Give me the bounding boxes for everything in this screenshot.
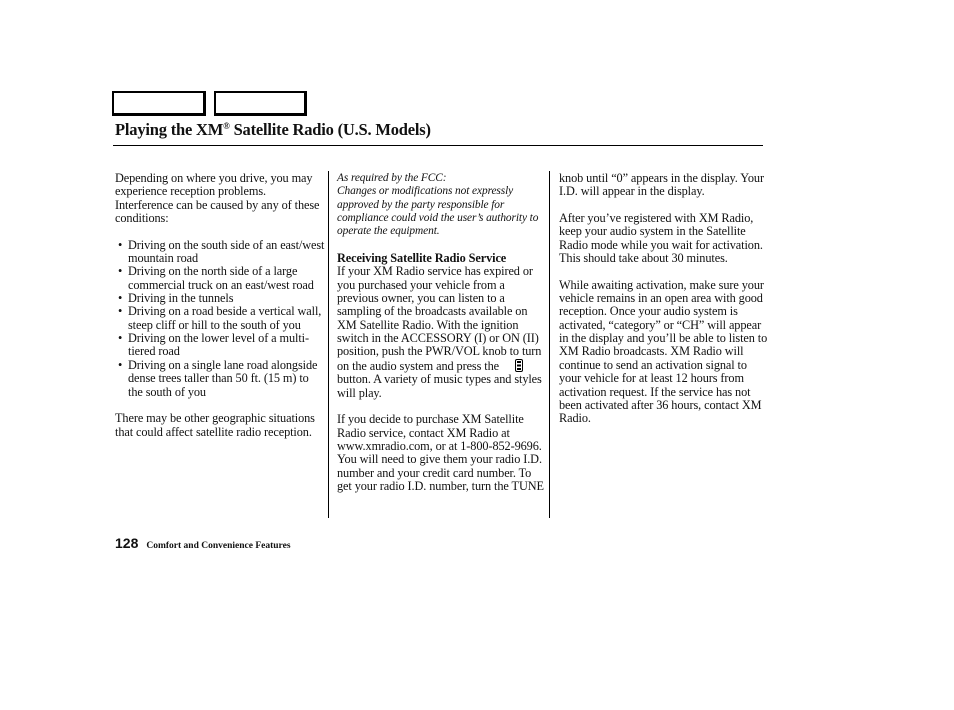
nav-index-button[interactable] <box>214 91 307 116</box>
id-display-paragraph: knob until “0” appears in the display. Your I.D. will appear in the display. <box>559 171 764 199</box>
list-item: • Driving on a road beside a vertical wall, steep cliff or hill to the south of you <box>115 305 325 332</box>
interference-conditions-list <box>115 239 325 399</box>
purchase-paragraph: If you decide to purchase XM Satellite Radio service, contact XM Radio at www.xmradio.com, or at 1-800-852-9696. You will need to give them your radio I.D. number and your credit card number. To get your radio I.D. number, turn the TUNE <box>337 412 544 493</box>
receiving-paragraph <box>337 265 547 399</box>
column-2 <box>337 172 547 493</box>
fcc-notice-lead: As required by the FCC: <box>337 172 447 184</box>
list-item: • Driving on the south side of an east/west mountain road <box>115 239 325 266</box>
column-1 <box>115 172 325 439</box>
closing-paragraph: There may be other geographic situations that could affect satellite radio reception. <box>115 411 315 439</box>
column-divider <box>328 171 329 518</box>
list-item: • Driving on the lower level of a multi-tiered road <box>115 332 325 359</box>
page-title <box>115 120 431 140</box>
page-number: 128 <box>115 535 139 551</box>
column-3 <box>559 172 769 426</box>
intro-paragraph: Depending on where you drive, you may experience reception problems. Interference can be caused by any of these conditions: <box>115 171 320 226</box>
list-item: • Driving on the north side of a large commercial truck on an east/west road <box>115 265 325 292</box>
title-text-rest: Satellite Radio (U.S. Models) <box>229 120 431 139</box>
title-text: Playing the XM <box>115 120 224 139</box>
fcc-notice-text: Changes or modifications not expressly approved by the party responsible for compliance could void the user’s authority to operate the equipment. <box>337 185 539 238</box>
activation-paragraph: While awaiting activation, make sure your vehicle remains in an open area with good reception. Once your audio system is activated, “category” or “CH” will appear in the display and you’ll be able to listen to XM Radio broadcasts. XM Radio will continue to send an activation signal to your vehicle for at least 12 hours from activation request. If the service has not been activated after 36 hours, contact XM Radio. <box>559 277 768 426</box>
registration-paragraph: After you’ve registered with XM Radio, keep your audio system in the Satellite Radio mode while you wait for activation. This should take about 30 minutes. <box>559 211 763 266</box>
column-divider <box>549 171 550 518</box>
list-item: • Driving in the tunnels <box>115 292 325 305</box>
receiving-text-continued: button. A variety of music types and styles will play. <box>337 372 542 400</box>
tune-button-icon <box>509 359 529 372</box>
nav-main-menu-button[interactable] <box>112 91 206 116</box>
receiving-text: If your XM Radio service has expired or you purchased your vehicle from a previous owner, you can listen to a sampling of the broadcasts available on XM Satellite Radio. With the ignition switch in the ACCESSORY (I) or ON (II) position, push the PWR/VOL knob to turn on the audio system and press the <box>337 264 542 373</box>
registered-mark: ® <box>223 121 230 131</box>
list-item: • Driving on a single lane road alongside dense trees taller than 50 ft. (15 m) to the south of you <box>115 359 325 399</box>
page-footer <box>115 535 291 553</box>
section-name: Comfort and Convenience Features <box>146 541 291 551</box>
section-subheading: Receiving Satellite Radio Service <box>337 251 507 266</box>
title-rule <box>113 145 763 146</box>
